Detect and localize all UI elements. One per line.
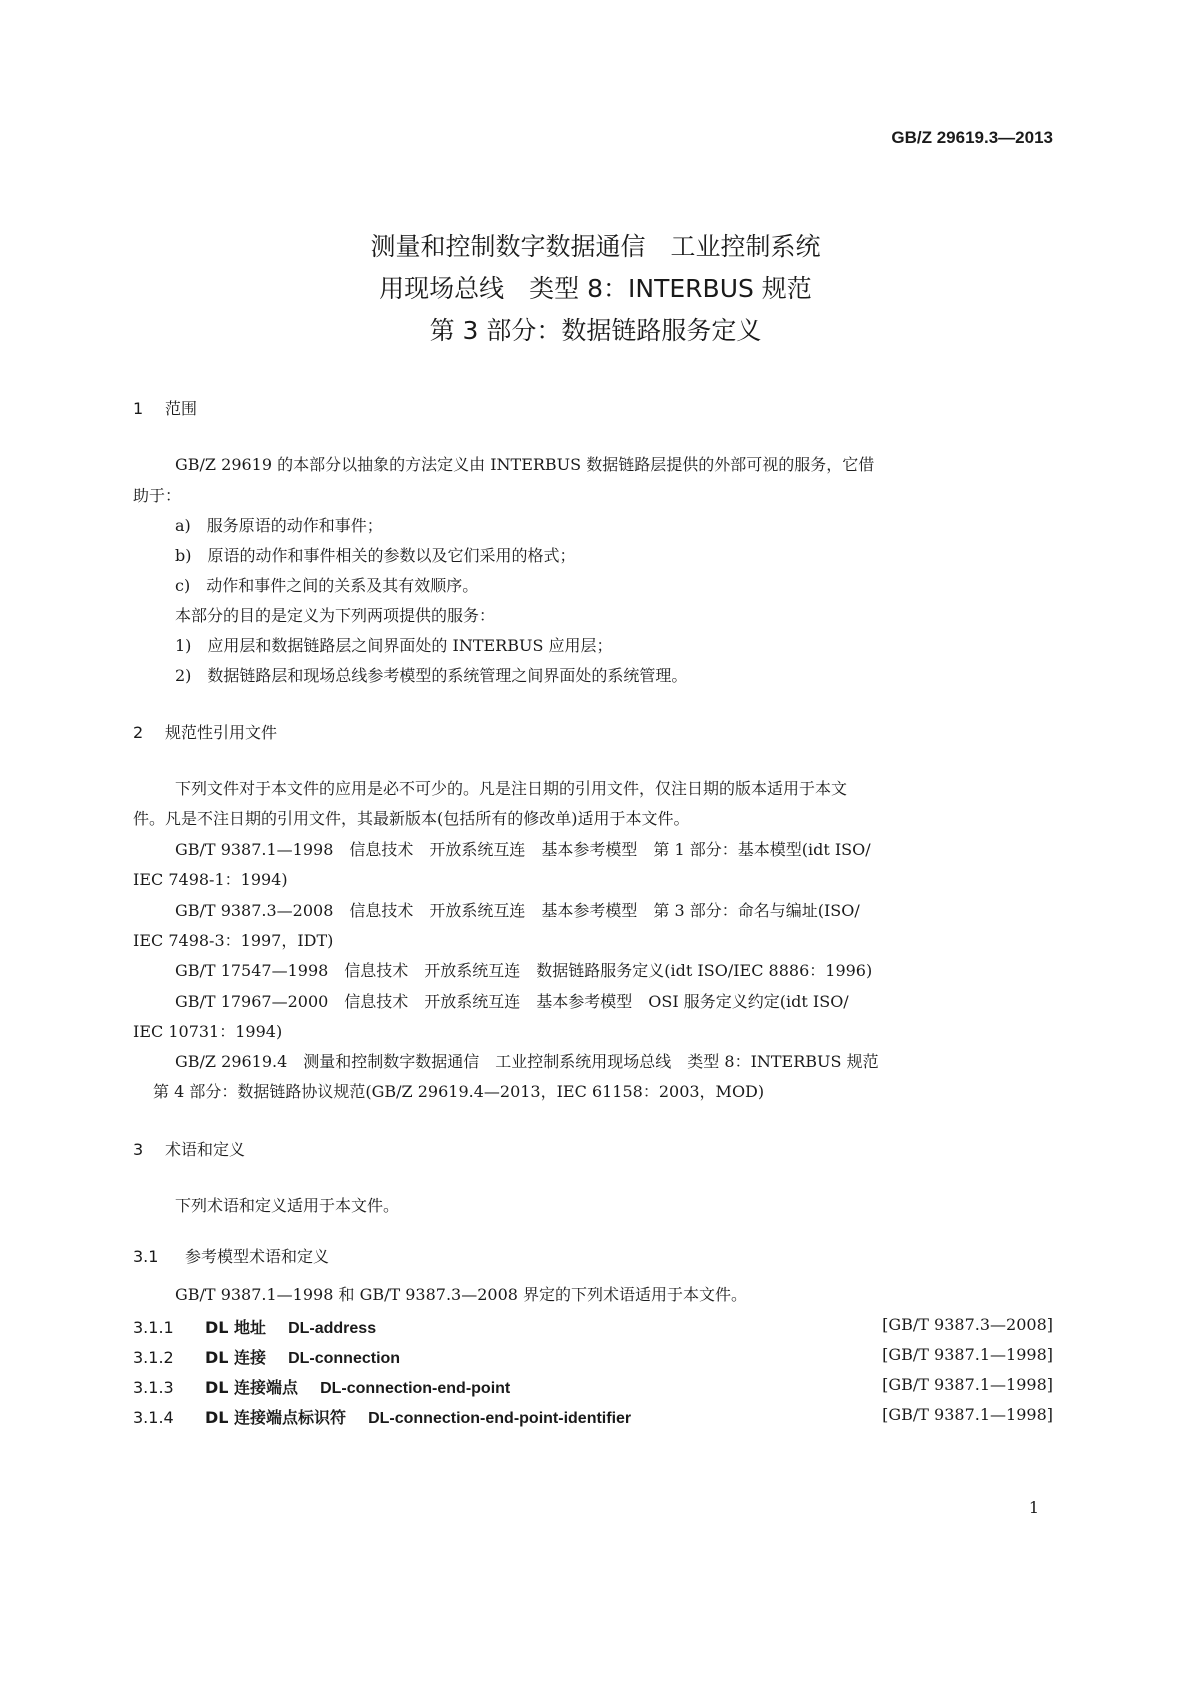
paragraph: 本部分的目的是定义为下列两项提供的服务：	[175, 606, 496, 625]
term-entry	[133, 1405, 631, 1428]
title-line-3: 第 3 部分：数据链路服务定义	[429, 316, 762, 345]
term-number: 3.1.1	[133, 1318, 174, 1337]
term-zh: DL 连接端点标识符	[205, 1408, 347, 1427]
term-number: 3.1.2	[133, 1348, 174, 1367]
reference-item: IEC 10731：1994)	[133, 1022, 283, 1041]
document-id: GB/Z 29619.3—2013	[891, 128, 1053, 147]
reference-item: GB/T 9387.3—2008 信息技术 开放系统互连 基本参考模型 第 3 部分：命名与编址(ISO/	[175, 901, 860, 920]
list-item: c) 动作和事件之间的关系及其有效顺序。	[175, 576, 479, 595]
term-zh: DL 连接端点	[205, 1378, 299, 1397]
title-line-1: 测量和控制数字数据通信 工业控制系统	[370, 232, 821, 261]
reference-item: GB/T 17967—2000 信息技术 开放系统互连 基本参考模型 OSI 服务定义约定(idt ISO/	[175, 992, 849, 1011]
reference-item: GB/T 17547—1998 信息技术 开放系统互连 数据链路服务定义(idt ISO/IEC 8886：1996)	[175, 961, 873, 980]
reference-item: 第 4 部分：数据链路协议规范(GB/Z 29619.4—2013，IEC 61158：2003，MOD)	[153, 1082, 765, 1101]
section-number: 3	[133, 1140, 144, 1159]
reference-item: GB/T 9387.1—1998 信息技术 开放系统互连 基本参考模型 第 1 部分：基本模型(idt ISO/	[175, 840, 871, 859]
term-number: 3.1.3	[133, 1378, 174, 1397]
term-reference: [GB/T 9387.3—2008]	[882, 1315, 1053, 1334]
term-en: DL-connection-end-point	[320, 1380, 511, 1397]
paragraph: 件。凡是不注日期的引用文件，其最新版本(包括所有的修改单)适用于本文件。	[133, 809, 690, 828]
reference-item: IEC 7498-3：1997，IDT)	[133, 931, 334, 950]
term-reference: [GB/T 9387.1—1998]	[882, 1405, 1053, 1424]
paragraph: 下列术语和定义适用于本文件。	[175, 1196, 400, 1215]
section-3-heading	[133, 1137, 245, 1160]
list-item: a) 服务原语的动作和事件；	[175, 516, 383, 535]
paragraph: GB/T 9387.1—1998 和 GB/T 9387.3—2008 界定的下列术语适用于本文件。	[175, 1285, 748, 1304]
document-title	[0, 226, 1191, 352]
section-number: 2	[133, 723, 144, 742]
term-zh: DL 连接	[205, 1348, 267, 1367]
title-line-2: 用现场总线 类型 8：INTERBUS 规范	[379, 274, 812, 303]
term-zh: DL 地址	[205, 1318, 267, 1337]
term-entry	[133, 1375, 510, 1398]
term-en: DL-connection-end-point-identifier	[368, 1410, 632, 1427]
list-item: b) 原语的动作和事件相关的参数以及它们采用的格式；	[175, 546, 576, 565]
section-title: 范围	[165, 399, 198, 418]
subsection-3-1-heading	[133, 1244, 329, 1267]
term-reference: [GB/T 9387.1—1998]	[882, 1345, 1053, 1364]
list-item: 2) 数据链路层和现场总线参考模型的系统管理之间界面处的系统管理。	[175, 666, 688, 685]
section-1-heading	[133, 396, 197, 419]
subsection-number: 3.1	[133, 1247, 159, 1266]
list-item: 1) 应用层和数据链路层之间界面处的 INTERBUS 应用层；	[175, 636, 613, 655]
term-entry	[133, 1345, 400, 1368]
term-en: DL-connection	[288, 1350, 401, 1367]
page-number: 1	[1028, 1498, 1039, 1517]
paragraph: 助于：	[133, 486, 182, 505]
term-en: DL-address	[288, 1320, 377, 1337]
section-number: 1	[133, 399, 144, 418]
section-title: 规范性引用文件	[165, 723, 278, 742]
paragraph: 下列文件对于本文件的应用是必不可少的。凡是注日期的引用文件，仅注日期的版本适用于本文	[175, 779, 848, 798]
term-entry	[133, 1315, 376, 1338]
reference-item: IEC 7498-1：1994)	[133, 870, 288, 889]
paragraph: GB/Z 29619 的本部分以抽象的方法定义由 INTERBUS 数据链路层提供的外部可视的服务，它借	[175, 455, 875, 474]
term-reference: [GB/T 9387.1—1998]	[882, 1375, 1053, 1394]
reference-item: GB/Z 29619.4 测量和控制数字数据通信 工业控制系统用现场总线 类型 8：INTERBUS 规范	[175, 1052, 879, 1071]
section-title: 术语和定义	[165, 1140, 246, 1159]
section-2-heading	[133, 720, 277, 743]
term-number: 3.1.4	[133, 1408, 174, 1427]
subsection-title: 参考模型术语和定义	[185, 1247, 330, 1266]
